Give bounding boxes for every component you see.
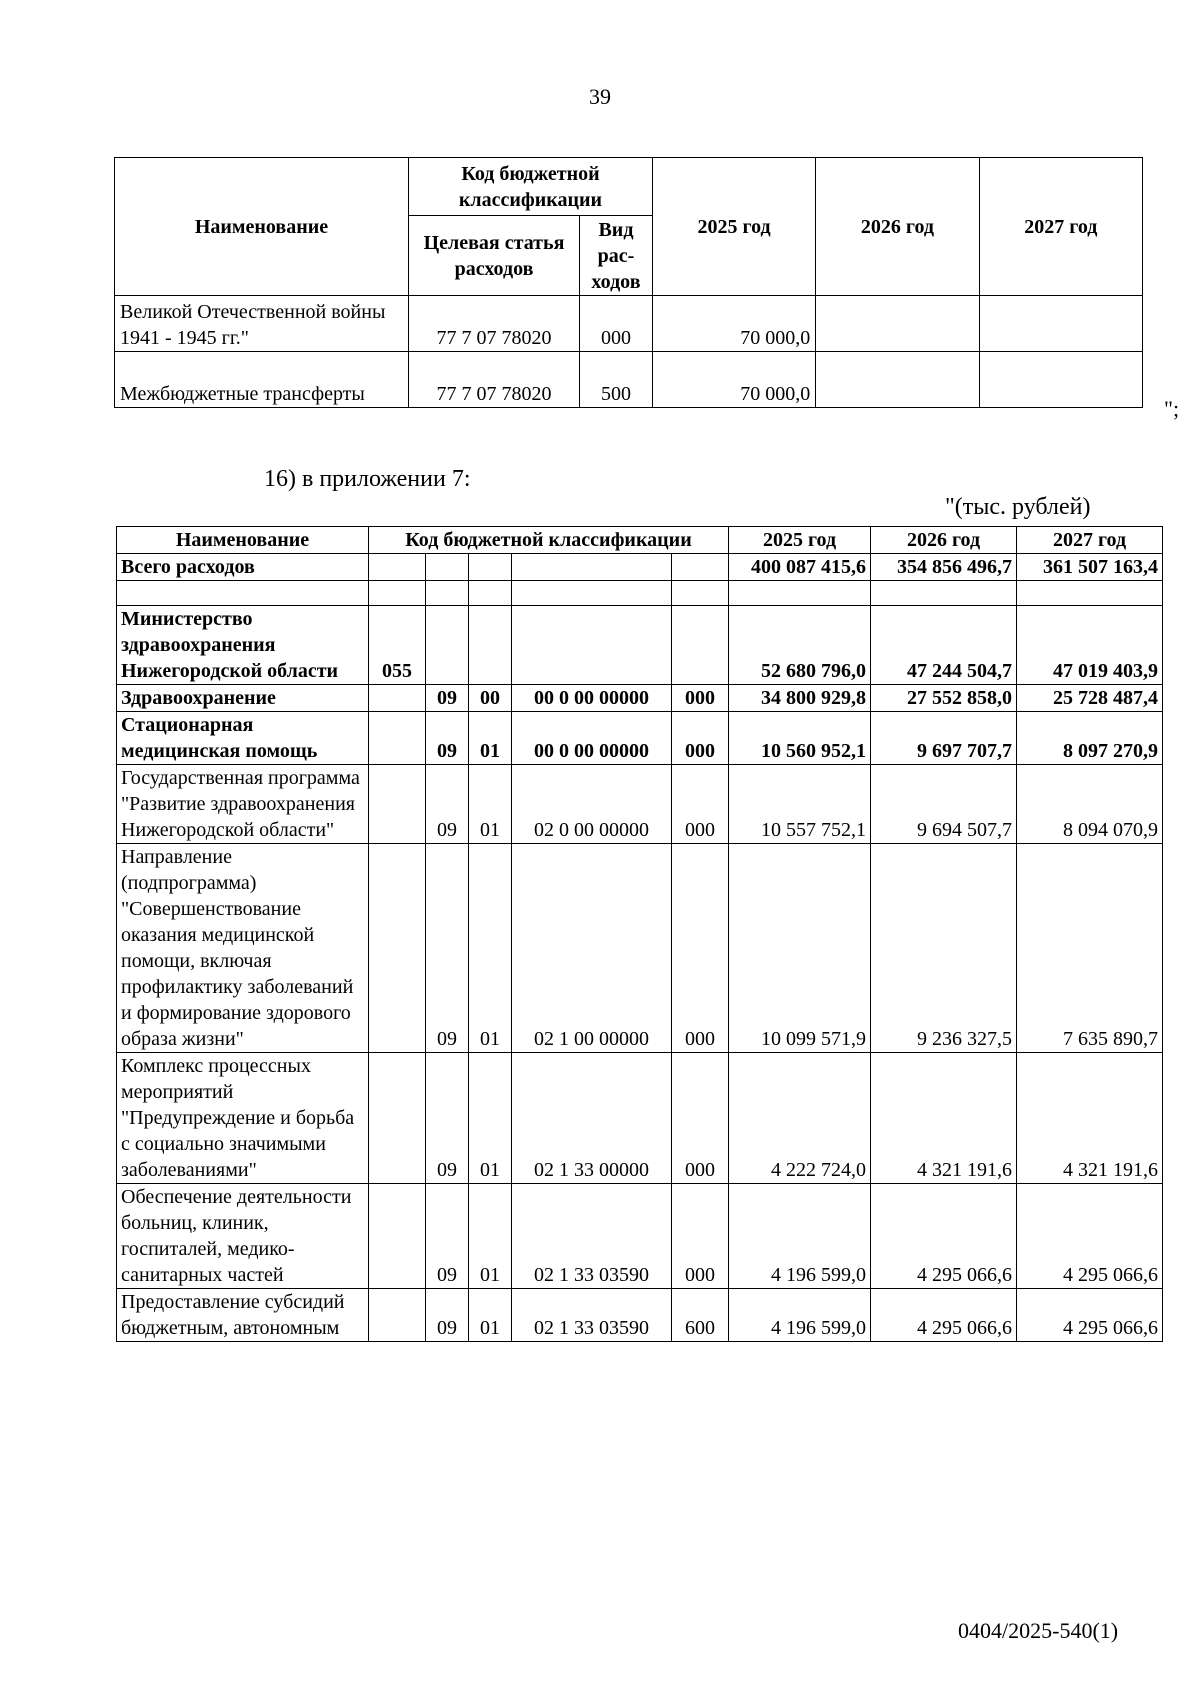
cell-y2027: 8 097 270,9 <box>1017 712 1163 765</box>
cell-y2025 <box>729 581 871 606</box>
table-row <box>117 1184 1163 1289</box>
row-name: Межбюджетные трансферты <box>115 352 409 408</box>
cell-y2025: 52 680 796,0 <box>729 606 871 685</box>
cell-section: 09 <box>426 1184 469 1289</box>
cell-name: Комплекс процессных мероприятий "Предупреждение и борьба с социально значимыми заболеваниями" <box>117 1053 369 1184</box>
cell-name <box>117 581 369 606</box>
table-row <box>117 581 1163 606</box>
cell-type: 000 <box>672 844 729 1053</box>
cell-target: 00 0 00 00000 <box>512 685 672 712</box>
cell-ministry <box>369 1289 426 1342</box>
row-2025: 70 000,0 <box>652 352 815 408</box>
cell-type <box>672 606 729 685</box>
cell-name: Государственная программа "Развитие здравоохранения Нижегородской области" <box>117 765 369 844</box>
cell-y2026: 4 295 066,6 <box>871 1289 1017 1342</box>
cell-y2025: 10 099 571,9 <box>729 844 871 1053</box>
cell-subsection <box>469 554 512 581</box>
header-2025: 2025 год <box>729 527 871 554</box>
cell-y2026: 9 694 507,7 <box>871 765 1017 844</box>
cell-section: 09 <box>426 1053 469 1184</box>
cell-name: Всего расходов <box>117 554 369 581</box>
cell-subsection <box>469 581 512 606</box>
budget-table-appendix-7 <box>116 526 1163 1342</box>
cell-y2026: 4 321 191,6 <box>871 1053 1017 1184</box>
cell-subsection <box>469 606 512 685</box>
cell-type: 000 <box>672 1053 729 1184</box>
budget-table-continuation <box>114 157 1143 408</box>
cell-y2025: 400 087 415,6 <box>729 554 871 581</box>
cell-ministry <box>369 685 426 712</box>
cell-name: Предоставление субсидий бюджетным, автономным <box>117 1289 369 1342</box>
cell-section: 09 <box>426 712 469 765</box>
row-type: 000 <box>579 296 652 352</box>
header-code: Код бюджетной классификации <box>369 527 729 554</box>
row-target: 77 7 07 78020 <box>409 296 580 352</box>
cell-y2027: 4 295 066,6 <box>1017 1289 1163 1342</box>
cell-ministry <box>369 1053 426 1184</box>
cell-target: 00 0 00 00000 <box>512 712 672 765</box>
cell-y2026 <box>871 581 1017 606</box>
cell-subsection: 01 <box>469 712 512 765</box>
header-2027: 2027 год <box>979 158 1142 296</box>
cell-name: Здравоохранение <box>117 685 369 712</box>
table-row <box>117 1289 1163 1342</box>
cell-y2026: 9 236 327,5 <box>871 844 1017 1053</box>
cell-ministry <box>369 1184 426 1289</box>
table-row <box>115 352 1143 408</box>
table-row <box>117 765 1163 844</box>
table-row <box>117 685 1163 712</box>
row-2026 <box>816 352 979 408</box>
cell-target: 02 1 33 03590 <box>512 1184 672 1289</box>
cell-ministry <box>369 765 426 844</box>
header-name: Наименование <box>115 158 409 296</box>
cell-name: Стационарная медицинская помощь <box>117 712 369 765</box>
document-code: 0404/2025-540(1) <box>958 1618 1119 1643</box>
closing-quote-mark: "; <box>1164 396 1180 421</box>
cell-ministry <box>369 844 426 1053</box>
cell-y2027: 47 019 403,9 <box>1017 606 1163 685</box>
cell-type: 000 <box>672 1184 729 1289</box>
cell-y2027 <box>1017 581 1163 606</box>
section-title: 16) в приложении 7: <box>264 466 471 492</box>
row-2026 <box>816 296 979 352</box>
cell-subsection: 01 <box>469 765 512 844</box>
cell-y2025: 34 800 929,8 <box>729 685 871 712</box>
row-target: 77 7 07 78020 <box>409 352 580 408</box>
cell-target <box>512 581 672 606</box>
cell-section <box>426 581 469 606</box>
cell-y2027: 8 094 070,9 <box>1017 765 1163 844</box>
cell-y2027: 361 507 163,4 <box>1017 554 1163 581</box>
table-row <box>117 1053 1163 1184</box>
cell-y2025: 10 557 752,1 <box>729 765 871 844</box>
cell-type <box>672 554 729 581</box>
header-2025: 2025 год <box>652 158 815 296</box>
cell-section <box>426 554 469 581</box>
cell-y2027: 4 295 066,6 <box>1017 1184 1163 1289</box>
header-code-group: Код бюджетной классификации <box>409 158 653 216</box>
cell-subsection: 00 <box>469 685 512 712</box>
cell-section: 09 <box>426 685 469 712</box>
cell-y2025: 4 222 724,0 <box>729 1053 871 1184</box>
cell-y2027: 25 728 487,4 <box>1017 685 1163 712</box>
cell-y2025: 4 196 599,0 <box>729 1289 871 1342</box>
cell-type: 000 <box>672 765 729 844</box>
cell-subsection: 01 <box>469 1289 512 1342</box>
row-type: 500 <box>579 352 652 408</box>
cell-ministry <box>369 712 426 765</box>
cell-y2025: 4 196 599,0 <box>729 1184 871 1289</box>
row-2027 <box>979 296 1142 352</box>
row-name: Великой Отечественной войны 1941 - 1945 гг." <box>115 296 409 352</box>
cell-name: Направление (подпрограмма) "Совершенствование оказания медицинской помощи, включая профилактику заболеваний и формирование здорового образа жизни" <box>117 844 369 1053</box>
cell-target <box>512 554 672 581</box>
cell-type: 600 <box>672 1289 729 1342</box>
table-row <box>117 712 1163 765</box>
cell-section <box>426 606 469 685</box>
cell-target: 02 1 00 00000 <box>512 844 672 1053</box>
cell-y2026: 47 244 504,7 <box>871 606 1017 685</box>
cell-name: Министерство здравоохранения Нижегородской области <box>117 606 369 685</box>
row-2025: 70 000,0 <box>652 296 815 352</box>
header-name: Наименование <box>117 527 369 554</box>
cell-subsection: 01 <box>469 1184 512 1289</box>
cell-target: 02 0 00 00000 <box>512 765 672 844</box>
header-2026: 2026 год <box>871 527 1017 554</box>
cell-section: 09 <box>426 765 469 844</box>
page-number: 39 <box>589 84 611 109</box>
table-row <box>115 296 1143 352</box>
cell-type: 000 <box>672 712 729 765</box>
cell-y2026: 27 552 858,0 <box>871 685 1017 712</box>
header-target-article: Целевая статья расходов <box>409 216 580 296</box>
cell-ministry <box>369 554 426 581</box>
table-row <box>117 606 1163 685</box>
cell-ministry: 055 <box>369 606 426 685</box>
cell-subsection: 01 <box>469 1053 512 1184</box>
cell-section: 09 <box>426 1289 469 1342</box>
cell-type <box>672 581 729 606</box>
cell-ministry <box>369 581 426 606</box>
cell-y2026: 354 856 496,7 <box>871 554 1017 581</box>
row-2027 <box>979 352 1142 408</box>
cell-name: Обеспечение деятельности больниц, клиник, госпиталей, медико-санитарных частей <box>117 1184 369 1289</box>
cell-y2026: 9 697 707,7 <box>871 712 1017 765</box>
cell-target: 02 1 33 03590 <box>512 1289 672 1342</box>
cell-subsection: 01 <box>469 844 512 1053</box>
cell-target: 02 1 33 00000 <box>512 1053 672 1184</box>
header-expense-type: Вид рас-ходов <box>579 216 652 296</box>
cell-y2027: 7 635 890,7 <box>1017 844 1163 1053</box>
cell-target <box>512 606 672 685</box>
table-row <box>117 844 1163 1053</box>
cell-y2025: 10 560 952,1 <box>729 712 871 765</box>
cell-section: 09 <box>426 844 469 1053</box>
cell-type: 000 <box>672 685 729 712</box>
unit-label: "(тыс. рублей) <box>945 494 1091 520</box>
header-2026: 2026 год <box>816 158 979 296</box>
cell-y2026: 4 295 066,6 <box>871 1184 1017 1289</box>
cell-y2027: 4 321 191,6 <box>1017 1053 1163 1184</box>
header-2027: 2027 год <box>1017 527 1163 554</box>
table-row <box>117 554 1163 581</box>
